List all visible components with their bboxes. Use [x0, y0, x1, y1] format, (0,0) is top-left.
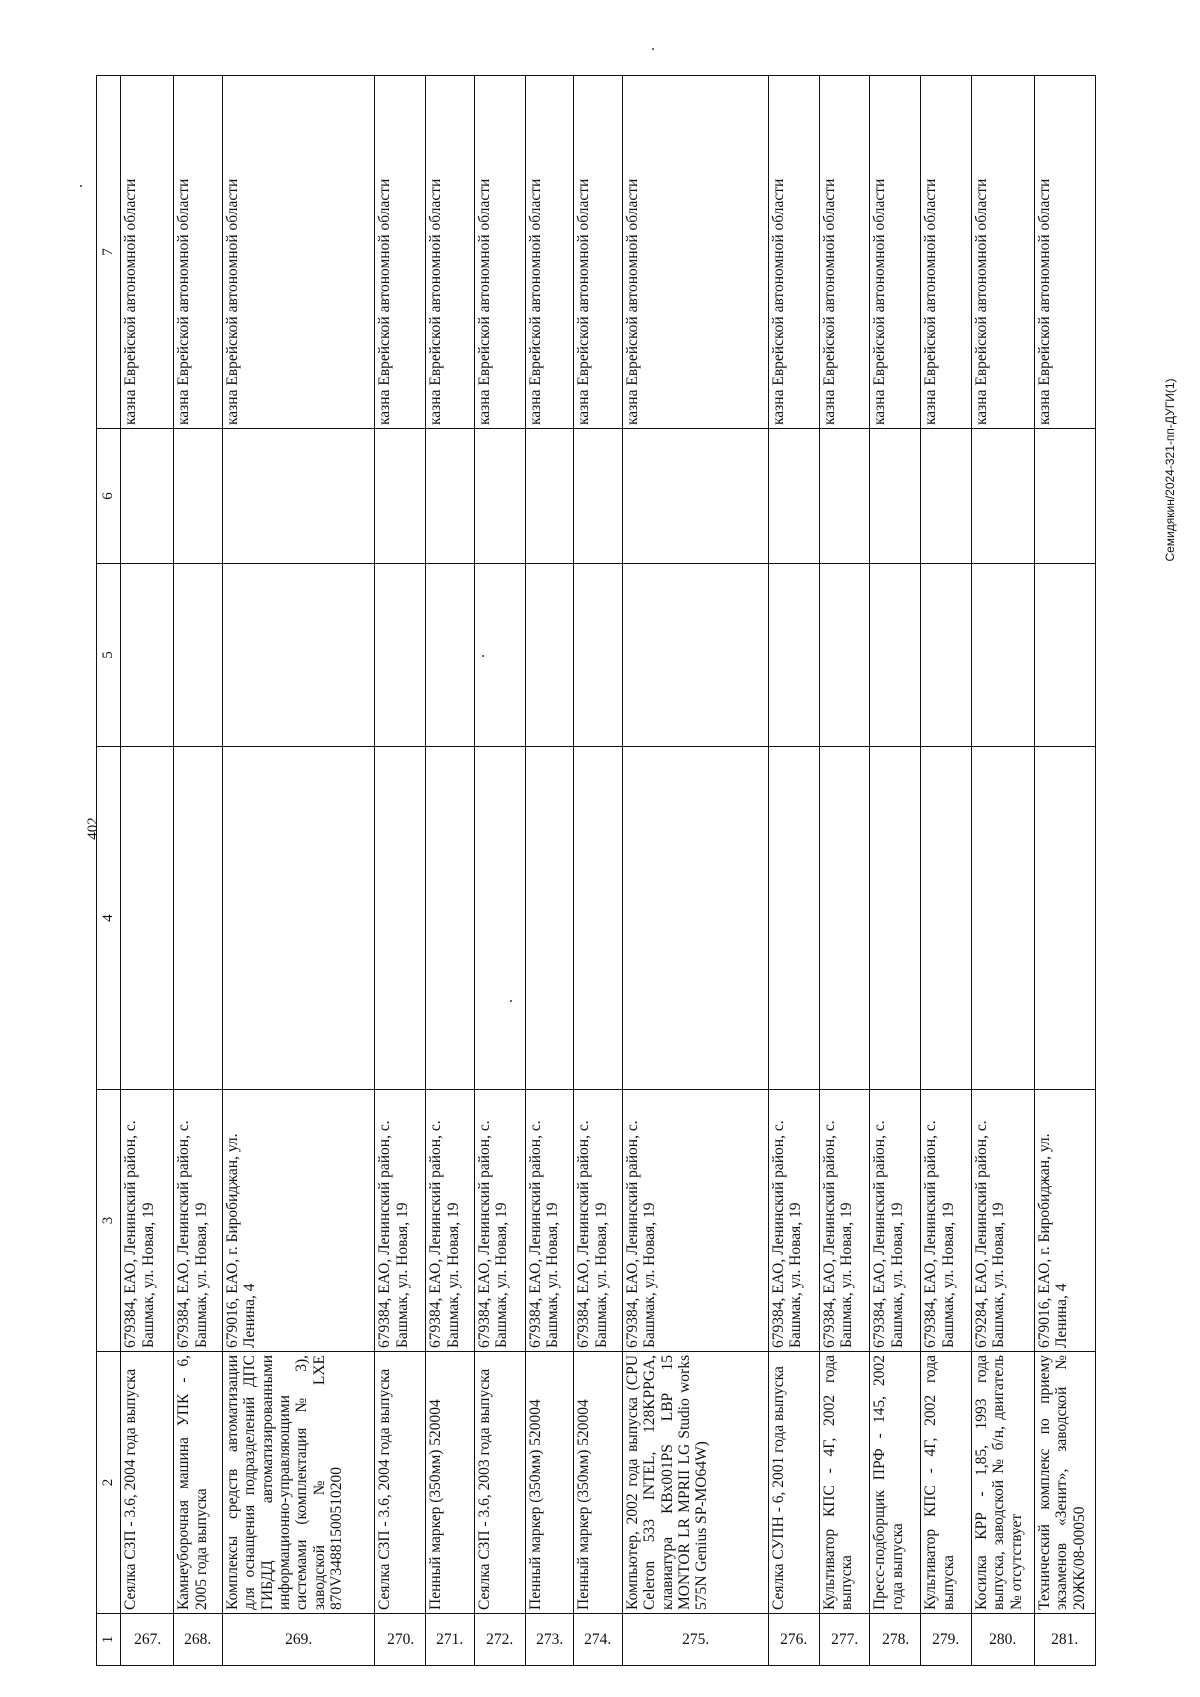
column-header: 5	[97, 564, 121, 747]
item-owner: казна Еврейской автономной области	[174, 76, 223, 429]
row-number-text: 267.	[133, 1630, 161, 1648]
item-owner: казна Еврейской автономной области	[525, 76, 574, 429]
empty-cell	[921, 564, 972, 747]
empty-cell	[622, 564, 768, 747]
row-number	[870, 1614, 921, 1666]
table-row	[525, 76, 574, 1666]
table-row	[768, 76, 819, 1666]
empty-cell	[121, 429, 174, 564]
item-name: Сеялка СУПН - 6, 2001 года выпуска	[768, 1352, 819, 1614]
empty-cell	[375, 564, 426, 747]
item-address: 679384, ЕАО, Ленинский район, с. Башмак, ул. Новая, 19	[426, 1090, 475, 1352]
item-address: 679016, ЕАО, г. Биробиджан, ул. Ленина, 4	[222, 1090, 374, 1352]
item-address: 679384, ЕАО, Ленинский район, с. Башмак, ул. Новая, 19	[121, 1090, 174, 1352]
item-name: Пенный маркер (350мм) 520004	[525, 1352, 574, 1614]
item-address: 679384, ЕАО, Ленинский район, с. Башмак, ул. Новая, 19	[174, 1090, 223, 1352]
item-address: 679384, ЕАО, Ленинский район, с. Башмак, ул. Новая, 19	[921, 1090, 972, 1352]
table-row	[474, 76, 525, 1666]
item-address: 679384, ЕАО, Ленинский район, с. Башмак, ул. Новая, 19	[819, 1090, 870, 1352]
row-number-text: 277.	[830, 1630, 859, 1648]
scan-speck	[80, 185, 82, 187]
item-owner: казна Еврейской автономной области	[474, 76, 525, 429]
row-number-text: 269.	[285, 1630, 313, 1648]
item-name: Пенный маркер (350мм) 520004	[426, 1352, 475, 1614]
row-number	[121, 1614, 174, 1666]
empty-cell	[1035, 429, 1096, 564]
empty-cell	[525, 747, 574, 1090]
empty-cell	[121, 564, 174, 747]
table-row	[375, 76, 426, 1666]
empty-cell	[525, 429, 574, 564]
row-number-text: 281.	[1051, 1630, 1079, 1648]
page-number: 402	[84, 817, 101, 840]
empty-cell	[426, 564, 475, 747]
empty-cell	[972, 747, 1035, 1090]
empty-cell	[574, 429, 623, 564]
empty-cell	[426, 429, 475, 564]
item-name: Комплексы средств автоматизации для оснащения подразделений ДПС ГИБДД автоматизированными информационно-управляющими системами (комплектация № 3), заводской № LXE 870V34881500510200	[222, 1352, 374, 1614]
table-row	[574, 76, 623, 1666]
empty-cell	[574, 747, 623, 1090]
row-number-text: 276.	[780, 1630, 808, 1648]
item-owner: казна Еврейской автономной области	[426, 76, 475, 429]
item-name: Сеялка СЗП - 3.6, 2004 года выпуска	[375, 1352, 426, 1614]
item-name: Камнеуборочная машина УПК - 6, 2005 года выпуска	[174, 1352, 223, 1614]
item-owner: казна Еврейской автономной области	[622, 76, 768, 429]
empty-cell	[174, 747, 223, 1090]
row-number	[972, 1614, 1035, 1666]
row-number	[819, 1614, 870, 1666]
row-number	[622, 1614, 768, 1666]
rotated-table-container	[96, 76, 1096, 1666]
row-number	[1035, 1614, 1096, 1666]
table-row	[1035, 76, 1096, 1666]
row-number-text: 275.	[681, 1630, 709, 1648]
item-name: Сеялка СЗП - 3.6, 2004 года выпуска	[121, 1352, 174, 1614]
empty-cell	[574, 564, 623, 747]
item-address: 679384, ЕАО, Ленинский район, с. Башмак, ул. Новая, 19	[525, 1090, 574, 1352]
row-number	[426, 1614, 475, 1666]
empty-cell	[870, 564, 921, 747]
empty-cell	[870, 747, 921, 1090]
row-number-text: 271.	[436, 1630, 464, 1648]
column-header: 7	[97, 76, 121, 429]
empty-cell	[870, 429, 921, 564]
item-address: 679016, ЕАО, г. Биробиджан, ул. Ленина, 4	[1035, 1090, 1096, 1352]
scan-speck	[652, 48, 654, 50]
item-name: Пресс-подборщик ПРФ - 145, 2002 года выпуска	[870, 1352, 921, 1614]
empty-cell	[525, 564, 574, 747]
empty-cell	[174, 564, 223, 747]
empty-cell	[819, 429, 870, 564]
column-header: 4	[97, 747, 121, 1090]
empty-cell	[972, 429, 1035, 564]
empty-cell	[972, 564, 1035, 747]
item-owner: казна Еврейской автономной области	[1035, 76, 1096, 429]
header-row	[97, 76, 121, 1666]
item-owner: казна Еврейской автономной области	[375, 76, 426, 429]
table-row	[622, 76, 768, 1666]
table-row	[972, 76, 1035, 1666]
empty-cell	[819, 747, 870, 1090]
table-row	[819, 76, 870, 1666]
empty-cell	[768, 429, 819, 564]
row-number-text: 272.	[486, 1630, 514, 1648]
empty-cell	[474, 564, 525, 747]
column-header: 2	[97, 1352, 121, 1614]
empty-cell	[1035, 564, 1096, 747]
item-owner: казна Еврейской автономной области	[574, 76, 623, 429]
empty-cell	[768, 747, 819, 1090]
row-number	[921, 1614, 972, 1666]
empty-cell	[921, 747, 972, 1090]
empty-cell	[474, 429, 525, 564]
column-header: 6	[97, 429, 121, 564]
empty-cell	[819, 564, 870, 747]
row-number-text: 278.	[881, 1630, 909, 1648]
table-row	[222, 76, 374, 1666]
item-name: Компьютер, 2002 года выпуска (CPU Celeron 533 INTEL, 128KPPGA, клавиатура KBx001PS LBP 15 MONTOR LR MPRII LG Studio works 575N Genius SP-MO64W)	[622, 1352, 768, 1614]
table-row	[921, 76, 972, 1666]
item-name: Косилка КРР - 1,85, 1993 года выпуска, заводской № б/н, двигатель № отсутствует	[972, 1352, 1035, 1614]
item-address: 679384, ЕАО, Ленинский район, с. Башмак, ул. Новая, 19	[474, 1090, 525, 1352]
footer-document-id: Семидякин/2024-321-пп-ДУГИ(1)	[1163, 378, 1177, 562]
row-number	[768, 1614, 819, 1666]
row-number	[222, 1614, 374, 1666]
item-owner: казна Еврейской автономной области	[819, 76, 870, 429]
item-owner: казна Еврейской автономной области	[972, 76, 1035, 429]
empty-cell	[375, 747, 426, 1090]
row-number-text: 280.	[989, 1630, 1017, 1648]
item-owner: казна Еврейской автономной области	[921, 76, 972, 429]
empty-cell	[622, 429, 768, 564]
column-header: 3	[97, 1090, 121, 1352]
row-number-text: 270.	[386, 1630, 414, 1648]
row-number	[474, 1614, 525, 1666]
empty-cell	[174, 429, 223, 564]
item-address: 679384, ЕАО, Ленинский район, с. Башмак, ул. Новая, 19	[768, 1090, 819, 1352]
item-address: 679384, ЕАО, Ленинский район, с. Башмак, ул. Новая, 19	[622, 1090, 768, 1352]
row-number	[525, 1614, 574, 1666]
row-number-text: 274.	[584, 1630, 612, 1648]
item-address: 679384, ЕАО, Ленинский район, с. Башмак, ул. Новая, 19	[375, 1090, 426, 1352]
item-address: 679284, ЕАО, Ленинский район, с. Башмак, ул. Новая, 19	[972, 1090, 1035, 1352]
row-number-text: 279.	[932, 1630, 960, 1648]
item-owner: казна Еврейской автономной области	[768, 76, 819, 429]
empty-cell	[222, 564, 374, 747]
empty-cell	[1035, 747, 1096, 1090]
row-number-text: 273.	[535, 1630, 564, 1648]
item-name: Технический комплекс по приему экзаменов «Зенит», заводской № 20ЖК/08-00050	[1035, 1352, 1096, 1614]
empty-cell	[375, 429, 426, 564]
item-owner: казна Еврейской автономной области	[870, 76, 921, 429]
property-registry-table	[96, 75, 1096, 1666]
item-owner: казна Еврейской автономной области	[222, 76, 374, 429]
empty-cell	[921, 429, 972, 564]
row-number-text: 268.	[184, 1630, 212, 1648]
empty-cell	[426, 747, 475, 1090]
column-header: 1	[97, 1614, 121, 1666]
table-row	[121, 76, 174, 1666]
item-name: Сеялка СЗП - 3.6, 2003 года выпуска	[474, 1352, 525, 1614]
empty-cell	[474, 747, 525, 1090]
table-row	[426, 76, 475, 1666]
row-number	[174, 1614, 223, 1666]
empty-cell	[222, 747, 374, 1090]
empty-cell	[222, 429, 374, 564]
row-number	[574, 1614, 623, 1666]
item-owner: казна Еврейской автономной области	[121, 76, 174, 429]
empty-cell	[622, 747, 768, 1090]
item-name: Культиватор КПС - 4Г, 2002 года выпуска	[819, 1352, 870, 1614]
empty-cell	[768, 564, 819, 747]
table-row	[174, 76, 223, 1666]
item-address: 679384, ЕАО, Ленинский район, с. Башмак, ул. Новая, 19	[574, 1090, 623, 1352]
row-number	[375, 1614, 426, 1666]
empty-cell	[121, 747, 174, 1090]
item-address: 679384, ЕАО, Ленинский район, с. Башмак, ул. Новая, 19	[870, 1090, 921, 1352]
table-row	[870, 76, 921, 1666]
item-name: Пенный маркер (350мм) 520004	[574, 1352, 623, 1614]
item-name: Культиватор КПС - 4Г, 2002 года выпуска	[921, 1352, 972, 1614]
